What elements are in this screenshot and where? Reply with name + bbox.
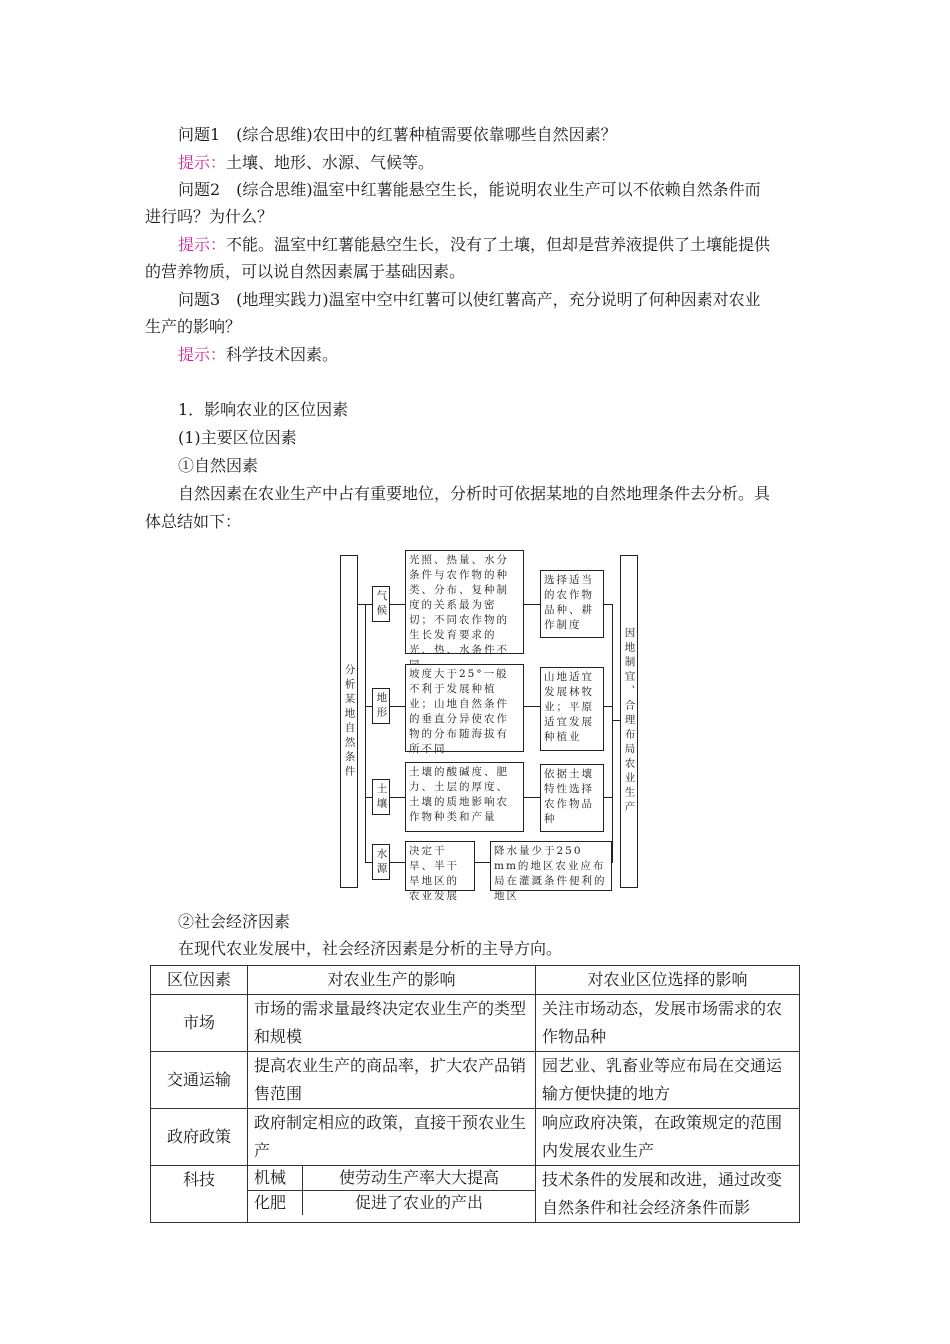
- table-row: [151, 1166, 800, 1223]
- question-1: 问题1 (综合思维)农田中的红薯种植需要依靠哪些自然因素？: [178, 125, 617, 144]
- table-cell: 政府政策: [151, 1109, 248, 1166]
- table-cell: 市场的需求量最终决定农业生产的类型和规模: [248, 995, 536, 1052]
- table-header: 对农业区位选择的影响: [536, 966, 800, 995]
- table-header: 区位因素: [151, 966, 248, 995]
- table-cell: 市场: [151, 995, 248, 1052]
- socioeconomic-heading: ②社会经济因素: [178, 912, 291, 931]
- table-cell: 交通运输: [151, 1052, 248, 1109]
- hint-1: [178, 151, 805, 175]
- table-cell: [248, 1166, 536, 1223]
- section-heading: 1．影响农业的区位因素: [178, 400, 349, 419]
- effect-climate: 光照、热量、水分条件与农作物的种类、分布、复种制度的关系最为密切；不同农作物的生长发育要求的光、热、水条件不: [405, 550, 524, 654]
- table-header: 对农业生产的影响: [248, 966, 536, 995]
- table-row: [151, 995, 800, 1052]
- tech-subrow: [248, 1166, 535, 1191]
- tech-subrow: [248, 1191, 535, 1216]
- effect-water: 决定干旱、半干旱地区的农业发展: [405, 841, 475, 891]
- effect-terrain: 坡度大于25°一般不利于发展种植业；山地自然条件的垂直分异使农作物的分布随海拔有所不同: [405, 664, 524, 752]
- tech-subtable: [248, 1166, 535, 1215]
- natural-factors-heading: ①自然因素: [178, 456, 259, 475]
- paragraph-cont: 体总结如下：: [145, 512, 242, 531]
- table-cell: 政府制定相应的政策，直接干预农业生产: [248, 1109, 536, 1166]
- action-climate: 选择适当的农作物品种、耕作制度: [540, 570, 604, 638]
- action-terrain: 山地适宜发展林牧业；平原适宜发展种植业: [540, 667, 604, 751]
- left-label-box: 分析某地自然条件: [340, 555, 358, 888]
- hint-label: 提示：: [178, 153, 227, 172]
- table-row: [151, 1052, 800, 1109]
- action-soil: 依据土壤特性选择农作物品种: [540, 764, 604, 832]
- paragraph: 自然因素在农业生产中占有重要地位，分析时可依据某地的自然地理条件去分析。具: [178, 484, 771, 503]
- hint-text: 科学技术因素。: [226, 345, 339, 364]
- tech-subeffect: 使劳动生产率大大提高: [303, 1166, 536, 1191]
- hint-text: 不能。温室中红薯能悬空生长，没有了土壤，但却是营养液提供了土壤能提供: [226, 235, 771, 254]
- right-label-box: 因地制宜、合理布局农业生产: [620, 555, 638, 888]
- factor-terrain: 地形: [372, 688, 390, 724]
- hint-text: 土壤、地形、水源、气候等。: [226, 153, 435, 172]
- question-3: 问题3 (地理实践力)温室中空中红薯可以使红薯高产，充分说明了何种因素对农业: [178, 290, 761, 309]
- hint-label: 提示：: [178, 235, 227, 254]
- table-row: [151, 1109, 800, 1166]
- question-2: 问题2 (综合思维)温室中红薯能悬空生长，能说明农业生产可以不依赖自然条件而: [178, 180, 761, 199]
- table-cell: 关注市场动态，发展市场需求的农作物品种: [536, 995, 800, 1052]
- tech-subeffect: 促进了农业的产出: [303, 1191, 536, 1216]
- table-cell: 园艺业、乳畜业等应布局在交通运输方便快捷的地方: [536, 1052, 800, 1109]
- subsection-heading: (1)主要区位因素: [178, 428, 297, 447]
- table-cell: 响应政府决策，在政策规定的范围内发展农业生产: [536, 1109, 800, 1166]
- tech-subname: 机械: [248, 1166, 303, 1191]
- action-water: 降水量少于250 mm的地区农业应布局在灌溉条件便利的地区: [490, 841, 612, 891]
- factor-soil: 土壤: [372, 779, 390, 815]
- tech-subname: 化肥: [248, 1191, 303, 1216]
- hint-label: 提示：: [178, 345, 227, 364]
- question-2-cont: 进行吗？为什么？: [145, 207, 274, 226]
- table-header-row: [151, 966, 800, 995]
- socioeconomic-paragraph: 在现代农业发展中，社会经济因素是分析的主导方向。: [178, 939, 563, 958]
- hint-2: [178, 233, 805, 257]
- factor-climate: 气候: [372, 586, 390, 622]
- question-3-cont: 生产的影响？: [145, 317, 242, 336]
- table-cell: 科技: [151, 1166, 248, 1223]
- table-cell: 技术条件的发展和改进，通过改变自然条件和社会经济条件而影: [536, 1166, 800, 1223]
- factors-table: [150, 965, 800, 1223]
- table-cell: 提高农业生产的商品率，扩大农产品销售范围: [248, 1052, 536, 1109]
- hint-2-cont: 的营养物质，可以说自然因素属于基础因素。: [145, 262, 466, 281]
- hint-3: [178, 343, 805, 367]
- effect-soil: 土壤的酸碱度、肥力、土层的厚度、土壤的质地影响农作物种类和产量: [405, 762, 524, 832]
- factor-water: 水源: [372, 844, 390, 880]
